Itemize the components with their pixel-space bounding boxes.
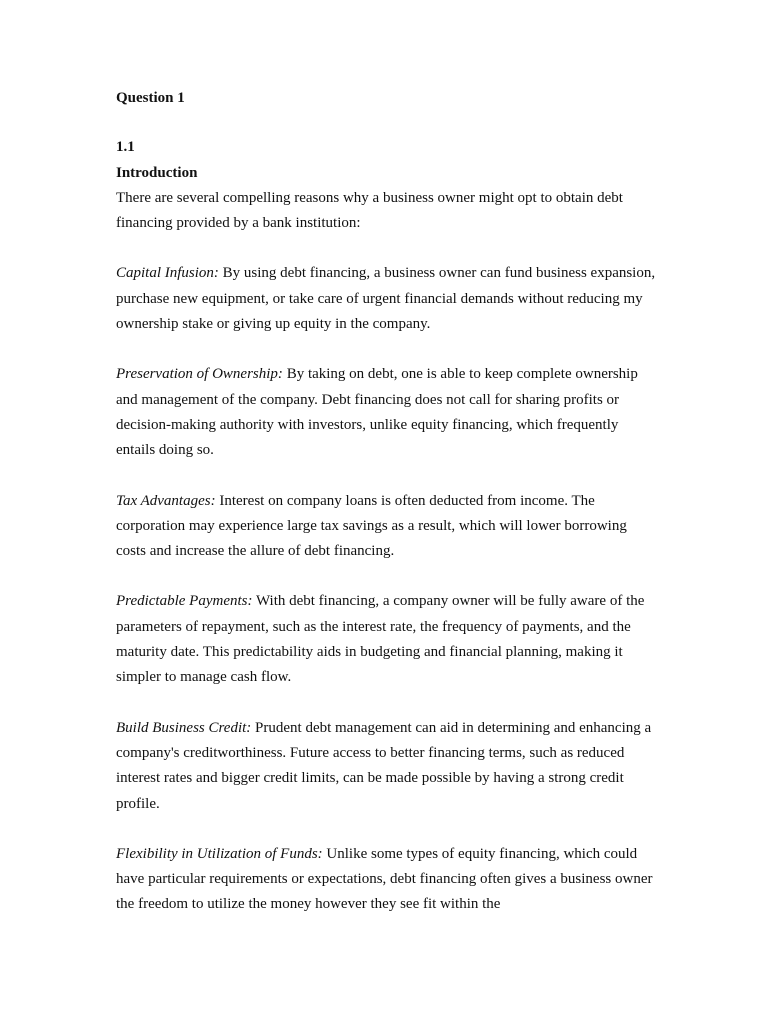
point-build-business-credit <box>116 716 656 817</box>
point-text: By taking on debt, one is able to keep complete ownership and management of the company. Debt financing does not call for sharing profits or decision-making authority with investors, unlike equity financing, which frequently entails doing so. <box>116 366 638 459</box>
point-text: Unlike some types of equity financing, which could have particular requirements or expectations, debt financing often gives a business owner the freedom to utilize the money however they see fit within the <box>116 845 653 913</box>
intro-paragraph: There are several compelling reasons why a business owner might opt to obtain debt financing provided by a bank institution: <box>116 189 623 232</box>
point-term: Build Business Credit: <box>116 719 252 736</box>
point-flexibility-of-funds <box>116 842 656 918</box>
point-tax-advantages <box>116 489 656 565</box>
section-title: Introduction <box>116 164 198 181</box>
question-title: Question 1 <box>116 90 185 106</box>
point-capital-infusion <box>116 261 656 337</box>
point-text: By using debt financing, a business owner can fund business expansion, purchase new equipment, or take care of urgent financial demands without reducing my ownership stake or giving up equity in the company. <box>116 265 656 333</box>
point-predictable-payments <box>116 589 656 690</box>
document-page <box>116 86 656 943</box>
point-text: With debt financing, a company owner will be fully aware of the parameters of repayment, such as the interest rate, the frequency of payments, and the maturity date. This predictability aids in budgeting and financial planning, making it simpler to manage cash flow. <box>116 593 645 686</box>
point-preservation-of-ownership <box>116 362 656 463</box>
point-text: Prudent debt management can aid in determining and enhancing a company's creditworthiness. Future access to better financing terms, such as reduced interest rates and bigger credit limits, can be made possible by having a strong credit profile. <box>116 719 652 812</box>
section-number: 1.1 <box>116 139 135 156</box>
point-text: Interest on company loans is often deducted from income. The corporation may experience large tax savings as a result, which will lower borrowing costs and increase the allure of debt financing. <box>116 492 627 560</box>
point-term: Tax Advantages: <box>116 492 216 509</box>
point-term: Preservation of Ownership: <box>116 366 283 383</box>
point-term: Flexibility in Utilization of Funds: <box>116 845 323 862</box>
point-term: Capital Infusion: <box>116 265 219 282</box>
point-term: Predictable Payments: <box>116 593 253 610</box>
